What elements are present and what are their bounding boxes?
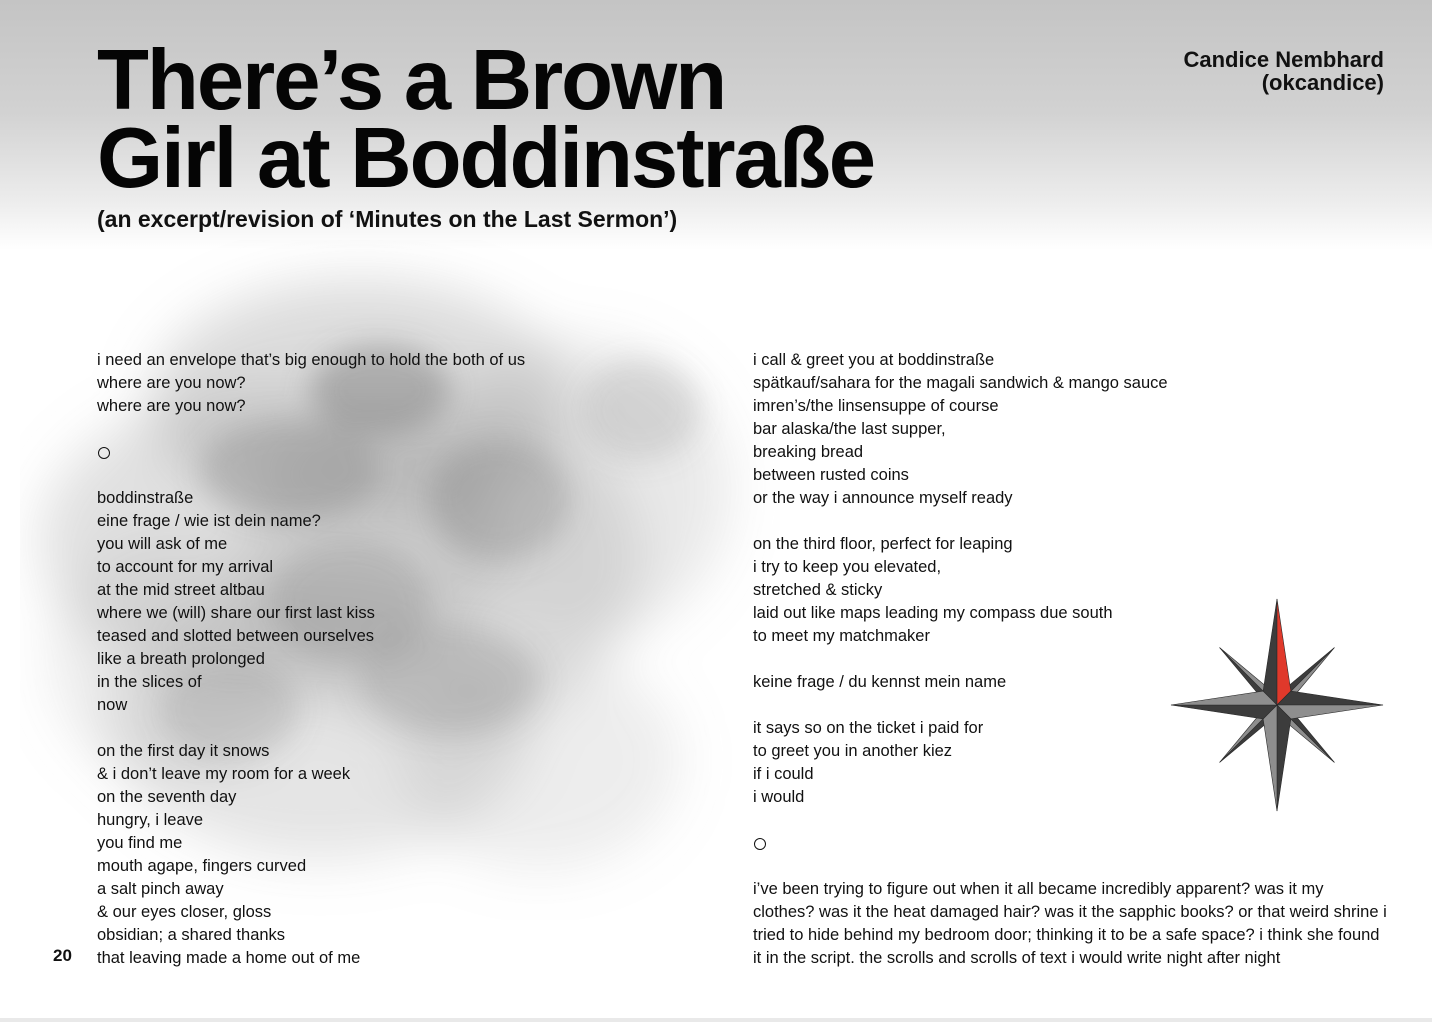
- compass-major-points: [1171, 599, 1383, 811]
- poem-line: laid out like maps leading my compass due south: [753, 604, 1113, 622]
- poem-line: i would: [753, 788, 805, 806]
- section-marker: [97, 441, 525, 464]
- poem-line: on the seventh day: [97, 788, 237, 806]
- poem-line: [97, 717, 525, 740]
- poem-line: to account for my arrival: [97, 558, 274, 576]
- poem-left-column: [97, 349, 525, 970]
- page-number: 20: [53, 946, 72, 965]
- poem-line: [97, 464, 525, 487]
- title-line-2: Girl at Boddinstraße: [97, 111, 875, 206]
- poem-line: i call & greet you at boddinstraße: [753, 351, 995, 369]
- poem-line: on the third floor, perfect for leaping: [753, 535, 1013, 553]
- poem-line: if i could: [753, 765, 814, 783]
- poem-line: eine frage / wie ist dein name?: [97, 512, 321, 530]
- poem-line: in the slices of: [97, 673, 202, 691]
- poem-line: spätkauf/sahara for the magali sandwich & mango sauce: [753, 374, 1168, 392]
- poem-line: bar alaska/the last supper,: [753, 420, 946, 438]
- poem-line: or the way i announce myself ready: [753, 489, 1013, 507]
- author-credit: [1184, 48, 1385, 94]
- poem-line: where we (will) share our first last kiss: [97, 604, 375, 622]
- section-marker: [753, 832, 1388, 855]
- poem-line: breaking bread: [753, 443, 864, 461]
- compass-rose-icon: [1168, 596, 1386, 814]
- poem-line: [753, 855, 1388, 878]
- ring-icon: [98, 447, 110, 459]
- subtitle: (an excerpt/revision of ‘Minutes on the Last Sermon’): [97, 206, 678, 232]
- poem-line: on the first day it snows: [97, 742, 270, 760]
- title-line-1: There’s a Brown: [97, 33, 726, 128]
- poem-line: boddinstraße: [97, 489, 194, 507]
- poem-line: you find me: [97, 834, 183, 852]
- poem-line: that leaving made a home out of me: [97, 949, 361, 967]
- author-handle: (okcandice): [1261, 70, 1384, 95]
- poem-line: imren’s/the linsensuppe of course: [753, 397, 999, 415]
- poem-line: to meet my matchmaker: [753, 627, 930, 645]
- ring-icon: [754, 838, 766, 850]
- poem-line: [753, 510, 1388, 533]
- poem-line: & i don’t leave my room for a week: [97, 765, 351, 783]
- poem-line: stretched & sticky: [753, 581, 883, 599]
- poem-line: mouth agape, fingers curved: [97, 857, 307, 875]
- compass-north-right: [1277, 599, 1291, 705]
- poem-line: i try to keep you elevated,: [753, 558, 942, 576]
- page-title: [97, 33, 875, 206]
- poem-line: it says so on the ticket i paid for: [753, 719, 984, 737]
- poem-line: teased and slotted between ourselves: [97, 627, 375, 645]
- poem-line: obsidian; a shared thanks: [97, 926, 286, 944]
- poem-line: you will ask of me: [97, 535, 228, 553]
- poem-line: to greet you in another kiez: [753, 742, 953, 760]
- prose-paragraph: i’ve been trying to figure out when it all became incredibly apparent? was it my clothes? was it the heat damaged hair? was it the sapphic books? or that weird shrine i tried to hide behind my bedroom door; thinking it to be a safe space? i think she found it in the script. the scrolls and scrolls of text i would write night after night: [753, 880, 1387, 967]
- compass-north-left: [1263, 599, 1277, 705]
- poem-line: i need an envelope that’s big enough to hold the both of us: [97, 351, 526, 369]
- author-name: Candice Nembhard: [1183, 47, 1384, 72]
- poem-line: where are you now?: [97, 374, 246, 392]
- poem-line: now: [97, 696, 128, 714]
- poem-line: & our eyes closer, gloss: [97, 903, 272, 921]
- poem-line: a salt pinch away: [97, 880, 224, 898]
- page-bottom-edge: [0, 1018, 1432, 1022]
- poem-line: [97, 418, 525, 441]
- poem-line: hungry, i leave: [97, 811, 204, 829]
- poem-line: where are you now?: [97, 397, 246, 415]
- poem-line: at the mid street altbau: [97, 581, 265, 599]
- poem-line: between rusted coins: [753, 466, 909, 484]
- poem-line: like a breath prolonged: [97, 650, 265, 668]
- poem-line: keine frage / du kennst mein name: [753, 673, 1007, 691]
